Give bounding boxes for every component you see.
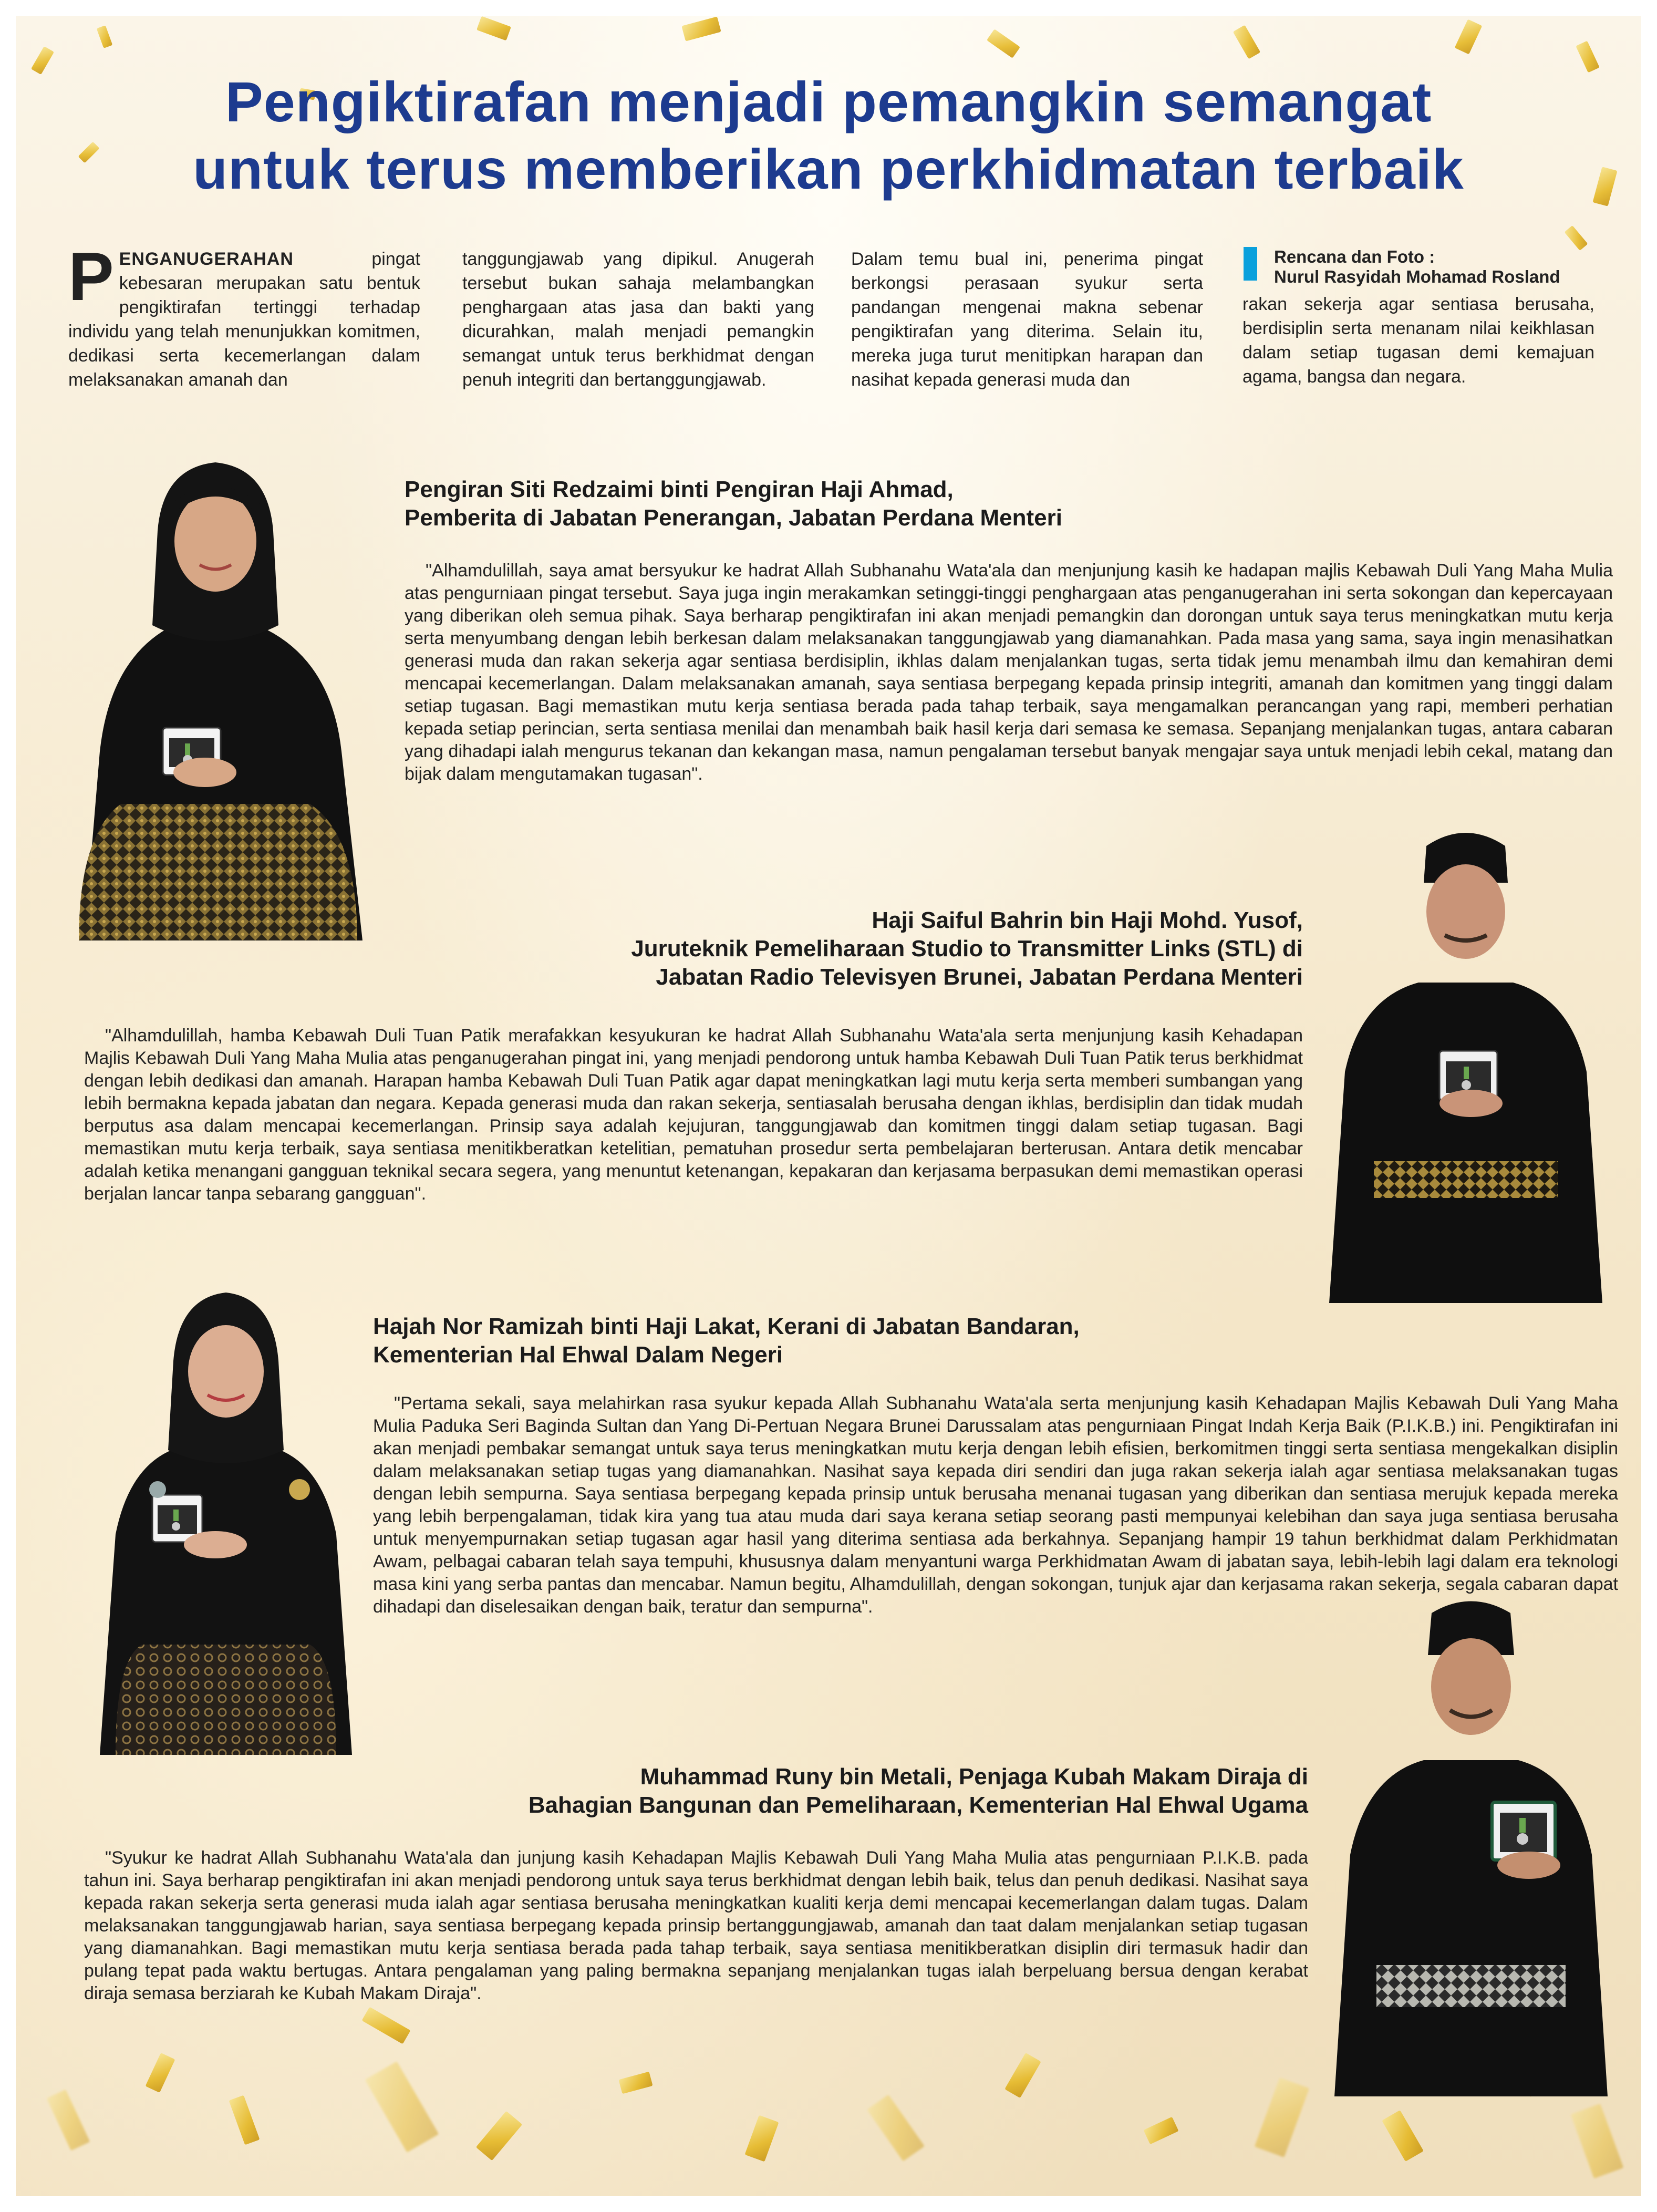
drop-cap: P (68, 238, 114, 315)
byline-bar (1244, 247, 1257, 281)
photo-recipient-4 (1319, 1592, 1623, 2096)
recipient-3-name (373, 1312, 1618, 1369)
headline-line-1: Pengiktirafan menjadi pemangkin semangat (225, 70, 1432, 133)
recipient-2-name (84, 906, 1303, 991)
recipient-4-name-line-1: Muhammad Runy bin Metali, Penjaga Kubah Makam Diraja di (640, 1764, 1308, 1790)
lead-word: ENGANUGERAHAN (119, 249, 294, 269)
recipient-4-name-line-2: Bahagian Bangunan dan Pemeliharaan, Kementerian Hal Ehwal Ugama (528, 1792, 1308, 1818)
recipient-1-name (405, 476, 1613, 532)
intro-columns (68, 238, 1613, 415)
intro-column-2: tanggungjawab yang dipikul. Anugerah tersebut bukan sahaja melambangkan penghargaan atas jasa dan bakti yang dicurahkan, malah menjadi pemangkin semangat untuk terus berkhidmat dengan penuh integriti dan bertanggungjawab. (462, 249, 814, 390)
recipient-1-name-line-1: Pengiran Siti Redzaimi binti Pengiran Haji Ahmad, (405, 477, 954, 502)
byline (1242, 247, 1594, 287)
recipient-3-quote-text: "Pertama sekali, saya melahirkan rasa syukur kepada Allah Subhanahu Wata'ala serta menjunjung kasih Kehadapan Majlis Kebawah Duli Yang Maha Mulia Paduka Seri Baginda Sultan dan Yang Di-Pertuan Negara Brunei Darussalam atas pengurniaan Pingat Indah Kerja Baik (P.I.K.B.) ini. Pengiktirafan ini akan menjadi pembakar semangat untuk saya terus meningkatkan mutu kerja dengan lebih efisien, berkomitmen tinggi serta sentiasa mengekalkan disiplin dalam melaksanakan setiap tugas yang diamanahkan. Nasihat saya kepada diri sendiri dan juga rakan sekerja ialah agar sentiasa melaksanakan tugas dengan lebih sempurna. Saya sentiasa berpegang kepada prinsip untuk berusaha menanai tugasan yang diberikan dan sentiasa merujuk kepada mereka yang lebih berpengalaman, tidak kira yang tua atau muda dari saya kerana setiap seorang pasti mempunyai kelebihan dan saya juga sentiasa berusaha untuk menyempurnakan setiap tugasan agar hasil yang diterima sentiasa ada berkahnya. Sepanjang hampir 19 tahun berkhidmat dalam Perkhidmatan Awam, pelbagai cabaran telah saya tempuhi, khususnya dalam menyantuni warga Perkhidmatan Awam di jabatan saya, lebih-lebih lagi dalam era teknologi masa kini yang serba pantas dan mencabar. Namun begitu, Alhamdulillah, dengan sokongan, tunjuk ajar dan kerjasama rakan sekerja, segala cabaran dapat dihadapi dan diselesaikan dengan baik, teratur dan sempurna". (373, 1393, 1618, 1617)
recipient-3-name-line-2: Kementerian Hal Ehwal Dalam Negeri (373, 1342, 783, 1368)
headline (16, 68, 1641, 203)
recipient-3-quote (373, 1392, 1618, 1618)
recipient-2-quote (84, 1025, 1303, 1205)
recipient-1-quote-text: "Alhamdulillah, saya amat bersyukur ke hadrat Allah Subhanahu Wata'ala dan menjunjung kasih ke hadapan majlis Kebawah Duli Yang Maha Mulia atas pengurniaan pingat tersebut. Saya juga ingin merakamkan setinggi-tinggi penghargaan atas penganugerahan ini serta sokongan dan kepercayaan yang diberikan oleh semua pihak. Saya berharap pengiktirafan ini akan menjadi pemangkin dan dorongan untuk saya terus meningkatkan mutu kerja serta menyumbang dengan lebih berkesan dalam melaksanakan tanggungjawab yang diamanahkan. Pada masa yang sama, saya ingin menasihatkan generasi muda dan rakan sekerja agar sentiasa berdisiplin, ikhlas dalam menjalankan tugas, serta tidak jemu menambah ilmu dan kemahiran demi mencapai kecemerlangan. Dalam melaksanakan amanah, saya sentiasa berpegang kepada prinsip integriti, amanah dan komitmen yang tinggi dalam setiap tugasan. Bagi memastikan mutu kerja sentiasa berada pada tahap terbaik, saya mengamalkan perancangan yang rapi, memberi perhatian kepada setiap perincian, serta sentiasa menilai dan menambah baik hasil kerja dari semasa ke semasa. Sepanjang menjalankan tugas, antara cabaran yang dihadapi ialah mengurus tekanan dan kekangan masa, namun pengalaman tersebut banyak mengajar saya untuk menjadi lebih cekal, matang dan bijak dalam mengutamakan tugasan". (405, 561, 1613, 784)
byline-label: Rencana dan Foto : (1274, 247, 1435, 266)
recipient-4-quote-text: "Syukur ke hadrat Allah Subhanahu Wata'ala dan junjung kasih Kehadapan Majlis Kebawah Duli Yang Maha Mulia atas pengurniaan P.I.K.B. pada tahun ini. Saya berharap pengiktirafan ini akan menjadi pendorong untuk saya terus berkhidmat dengan lebih baik, telus dan penuh dedikasi. Nasihat saya kepada rakan sekerja serta generasi muda ialah agar sentiasa berusaha meningkatkan kualiti kerja demi mencapai kecemerlangan dalam tugas. Dalam melaksanakan tanggungjawab harian, saya sentiasa berpegang kepada prinsip bertanggungjawab, amanah dan taat dalam menjalankan setiap tugasan yang diamanahkan. Bagi memastikan mutu kerja sentiasa berada pada tahap terbaik, saya sentiasa menitikberatkan disiplin diri termasuk hadir dan pulang tepat pada waktu bertugas. Antara pengalaman yang paling bermakna sepanjang menjalankan tugas ialah berpeluang bersua dengan kerabat diraja semasa berziarah ke Kubah Makam Diraja". (84, 1848, 1308, 2003)
recipient-1-name-line-2: Pemberita di Jabatan Penerangan, Jabatan Perdana Menteri (405, 505, 1062, 531)
intro-column-4-text: rakan sekerja agar sentiasa berusaha, berdisiplin serta menanam nilai keikhlasan dalam setiap tugasan demi kemajuan agama, bangsa dan negara. (1242, 294, 1594, 387)
article-page (16, 16, 1641, 2196)
intro-column-1 (68, 238, 420, 392)
intro-column-3: Dalam temu bual ini, penerima pingat berkongsi perasaan syukur serta pandangan mengenai makna sebenar pengiktirafan yang diterima. Selain itu, mereka juga turut menitipkan harapan dan nasihat kepada generasi muda dan (851, 249, 1203, 390)
recipient-4-quote (84, 1847, 1308, 2005)
recipient-2-name-line-3: Jabatan Radio Televisyen Brunei, Jabatan Perdana Menteri (656, 964, 1303, 990)
intro-column-1-text: pingat kebesaran merupakan satu bentuk pengiktirafan tertinggi terhadap individu yang telah menunjukkan komitmen, dedikasi serta kecemerlangan dalam melaksanakan amanah dan (68, 249, 420, 390)
photo-recipient-2 (1313, 820, 1618, 1303)
headline-line-2: untuk terus memberikan perkhidmatan terbaik (193, 137, 1464, 201)
recipient-4-name (84, 1763, 1308, 1820)
photo-recipient-3 (79, 1282, 373, 1755)
recipient-3-name-line-1: Hajah Nor Ramizah binti Haji Lakat, Kerani di Jabatan Bandaran, (373, 1314, 1080, 1339)
recipient-2-quote-text: "Alhamdulillah, hamba Kebawah Duli Tuan Patik merafakkan kesyukuran ke hadrat Allah Subhanahu Wata'ala serta menjunjung kasih Kehadapan Majlis Kebawah Duli Yang Maha Mulia atas penganugerahan pingat ini, yang menjadi pendorong untuk hamba Kebawah Duli Tuan Patik terus berkhidmat dengan lebih dedikasi dan amanah. Harapan hamba Kebawah Duli Tuan Patik agar dapat meningkatkan lagi mutu kerja serta memberi sumbangan yang lebih bermakna kepada jabatan dan negara. Kepada generasi muda dan rakan sekerja, sentiasalah berusaha dengan ikhlas, berdisiplin dan tidak mudah berputus asa dalam mencapai kecemerlangan. Prinsip saya adalah kejujuran, tanggungjawab dan komitmen tinggi dalam setiap tugasan. Bagi memastikan mutu kerja terbaik, saya sentiasa menitikberatkan ketelitian, pematuhan prosedur serta pembelajaran berterusan. Antara detik mencabar adalah ketika menangani gangguan teknikal secara segera, yang menuntut ketenangan, kepakaran dan kerjasama berpasukan demi memastikan operasi berjalan lancar tanpa sebarang gangguan". (84, 1026, 1303, 1204)
intro-column-4 (1242, 247, 1594, 389)
recipient-1-quote (405, 560, 1613, 785)
recipient-2-name-line-1: Haji Saiful Bahrin bin Haji Mohd. Yusof, (872, 907, 1303, 933)
photo-recipient-1 (47, 436, 384, 940)
recipient-2-name-line-2: Juruteknik Pemeliharaan Studio to Transmitter Links (STL) di (631, 936, 1303, 962)
byline-name: Nurul Rasyidah Mohamad Rosland (1274, 267, 1560, 286)
